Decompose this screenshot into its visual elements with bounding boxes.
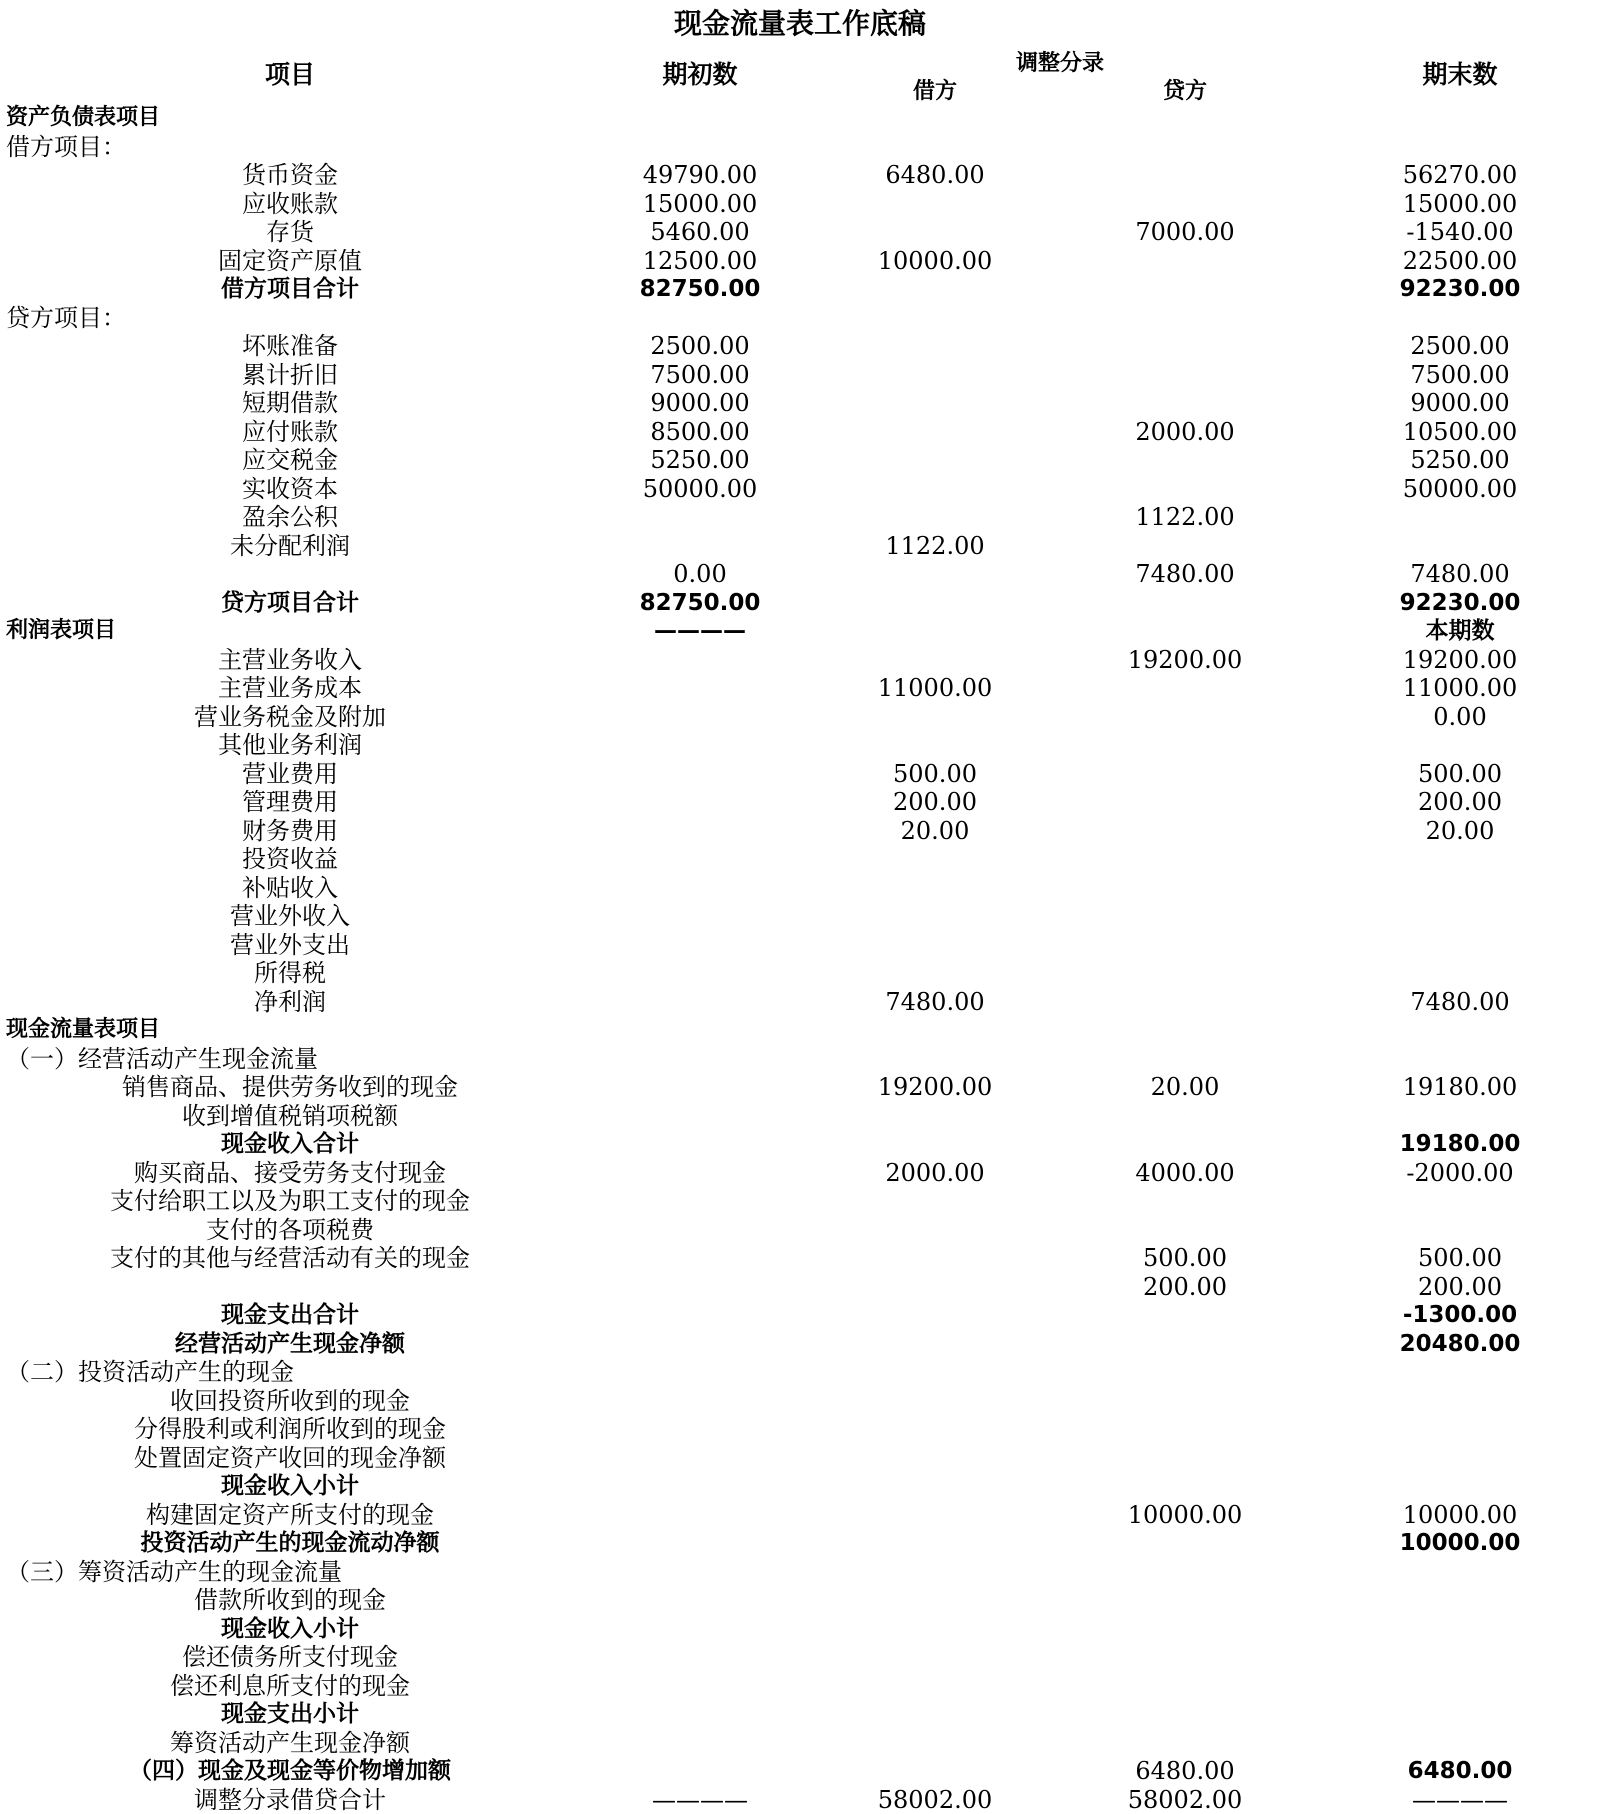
table-row xyxy=(0,1444,1600,1473)
row-credit-value: 10000.00 xyxy=(1085,1501,1285,1530)
row-item-label: 坏账准备 xyxy=(0,332,580,361)
row-credit-value: 4000.00 xyxy=(1085,1159,1285,1188)
row-item-label: 应交税金 xyxy=(0,446,580,475)
row-opening-value: 50000.00 xyxy=(600,475,800,504)
row-closing-value: ———— xyxy=(1360,1786,1560,1814)
table-row xyxy=(0,1273,1600,1302)
row-item-label: 支付的其他与经营活动有关的现金 xyxy=(0,1244,580,1273)
row-item-label: 构建固定资产所支付的现金 xyxy=(0,1501,580,1530)
row-credit-value: 6480.00 xyxy=(1085,1757,1285,1786)
table-row xyxy=(0,931,1600,960)
row-item-label: 经营活动产生现金净额 xyxy=(0,1330,580,1359)
row-item-label: 营业费用 xyxy=(0,760,580,789)
table-row xyxy=(0,1729,1600,1758)
row-closing-value: 10000.00 xyxy=(1360,1501,1560,1530)
row-debit-value: 20.00 xyxy=(835,817,1035,846)
row-item-label: 存货 xyxy=(0,218,580,247)
table-row xyxy=(0,1187,1600,1216)
page-title: 现金流量表工作底稿 xyxy=(0,4,1600,44)
row-debit-value: 58002.00 xyxy=(835,1786,1035,1814)
row-closing-value: 20.00 xyxy=(1360,817,1560,846)
row-closing-value: 92230.00 xyxy=(1360,275,1560,304)
table-row xyxy=(0,1358,1600,1387)
row-debit-value: 2000.00 xyxy=(835,1159,1035,1188)
row-closing-value: 11000.00 xyxy=(1360,674,1560,703)
row-item-label: 现金收入小计 xyxy=(0,1472,580,1501)
row-closing-value: 6480.00 xyxy=(1360,1757,1560,1786)
table-row xyxy=(0,446,1600,475)
row-item-label: 其他业务利润 xyxy=(0,731,580,760)
table-row xyxy=(0,959,1600,988)
row-closing-value: 10500.00 xyxy=(1360,418,1560,447)
row-item-label: 现金支出合计 xyxy=(0,1301,580,1330)
row-item-label: 营业务税金及附加 xyxy=(0,703,580,732)
row-closing-value: 15000.00 xyxy=(1360,190,1560,219)
table-row xyxy=(0,589,1600,618)
table-row xyxy=(0,1330,1600,1359)
table-row xyxy=(0,161,1600,190)
table-row xyxy=(0,247,1600,276)
row-item-label: 借方项目合计 xyxy=(0,275,580,304)
row-item-label: （二）投资活动产生的现金 xyxy=(0,1358,586,1387)
row-credit-value: 2000.00 xyxy=(1085,418,1285,447)
table-row xyxy=(0,1757,1600,1786)
table-row xyxy=(0,1700,1600,1729)
table-row xyxy=(0,1529,1600,1558)
row-credit-value: 58002.00 xyxy=(1085,1786,1285,1814)
table-row xyxy=(0,560,1600,589)
header-closing: 期末数 xyxy=(1360,55,1560,91)
table-row xyxy=(0,1102,1600,1131)
table-row xyxy=(0,190,1600,219)
table-row xyxy=(0,304,1600,333)
row-item-label: 净利润 xyxy=(0,988,580,1017)
header-debit: 借方 xyxy=(835,74,1035,105)
row-credit-value: 1122.00 xyxy=(1085,503,1285,532)
row-item-label: 支付给职工以及为职工支付的现金 xyxy=(0,1187,580,1216)
row-item-label: 购买商品、接受劳务支付现金 xyxy=(0,1159,580,1188)
row-opening-value: 49790.00 xyxy=(600,161,800,190)
row-closing-value: 5250.00 xyxy=(1360,446,1560,475)
row-opening-value: 7500.00 xyxy=(600,361,800,390)
row-item-label: 实收资本 xyxy=(0,475,580,504)
row-closing-value: 500.00 xyxy=(1360,1244,1560,1273)
row-item-label: 利润表项目 xyxy=(0,617,586,646)
row-closing-value: 50000.00 xyxy=(1360,475,1560,504)
table-row xyxy=(0,1472,1600,1501)
row-credit-value: 19200.00 xyxy=(1085,646,1285,675)
row-item-label: （一）经营活动产生现金流量 xyxy=(0,1045,586,1074)
row-debit-value: 500.00 xyxy=(835,760,1035,789)
row-debit-value: 6480.00 xyxy=(835,161,1035,190)
table-row xyxy=(0,1586,1600,1615)
table-row xyxy=(0,988,1600,1017)
table-row xyxy=(0,760,1600,789)
row-credit-value: 7480.00 xyxy=(1085,560,1285,589)
table-row xyxy=(0,332,1600,361)
row-item-label: 分得股利或利润所收到的现金 xyxy=(0,1415,580,1444)
table-row xyxy=(0,1159,1600,1188)
row-closing-value: 7480.00 xyxy=(1360,560,1560,589)
row-item-label: 贷方项目： xyxy=(0,304,586,333)
row-item-label: 资产负债表项目 xyxy=(0,104,586,133)
row-debit-value: 200.00 xyxy=(835,788,1035,817)
table-row xyxy=(0,418,1600,447)
row-debit-value: 7480.00 xyxy=(835,988,1035,1017)
row-item-label: 筹资活动产生现金净额 xyxy=(0,1729,580,1758)
row-item-label: 管理费用 xyxy=(0,788,580,817)
header-credit: 贷方 xyxy=(1085,74,1285,105)
table-row xyxy=(0,1244,1600,1273)
row-item-label: 销售商品、提供劳务收到的现金 xyxy=(0,1073,580,1102)
row-closing-value: 500.00 xyxy=(1360,760,1560,789)
row-item-label: 固定资产原值 xyxy=(0,247,580,276)
header-item: 项目 xyxy=(0,55,580,91)
row-item-label: （三）筹资活动产生的现金流量 xyxy=(0,1558,586,1587)
table-row xyxy=(0,1045,1600,1074)
row-opening-value: 8500.00 xyxy=(600,418,800,447)
row-item-label: 偿还利息所支付的现金 xyxy=(0,1672,580,1701)
row-item-label: 调整分录借贷合计 xyxy=(0,1786,580,1814)
row-opening-value: 12500.00 xyxy=(600,247,800,276)
table-row xyxy=(0,617,1600,646)
table-row xyxy=(0,361,1600,390)
row-item-label: 累计折旧 xyxy=(0,361,580,390)
table-row xyxy=(0,1016,1600,1045)
row-item-label: 现金支出小计 xyxy=(0,1700,580,1729)
row-item-label: 应付账款 xyxy=(0,418,580,447)
row-closing-value: 19200.00 xyxy=(1360,646,1560,675)
row-item-label: 处置固定资产收回的现金净额 xyxy=(0,1444,580,1473)
row-closing-value: 本期数 xyxy=(1360,617,1560,646)
row-item-label: 盈余公积 xyxy=(0,503,580,532)
row-closing-value: 200.00 xyxy=(1360,1273,1560,1302)
row-opening-value: 0.00 xyxy=(600,560,800,589)
table-row xyxy=(0,674,1600,703)
row-item-label: 货币资金 xyxy=(0,161,580,190)
row-debit-value: 11000.00 xyxy=(835,674,1035,703)
row-closing-value: 20480.00 xyxy=(1360,1330,1560,1359)
row-opening-value: 5460.00 xyxy=(600,218,800,247)
table-row xyxy=(0,503,1600,532)
row-opening-value: 9000.00 xyxy=(600,389,800,418)
row-item-label: 贷方项目合计 xyxy=(0,589,580,618)
row-item-label: 投资收益 xyxy=(0,845,580,874)
row-item-label: 补贴收入 xyxy=(0,874,580,903)
row-debit-value: 10000.00 xyxy=(835,247,1035,276)
row-opening-value: 15000.00 xyxy=(600,190,800,219)
row-item-label: 短期借款 xyxy=(0,389,580,418)
table-row xyxy=(0,731,1600,760)
row-closing-value: 7500.00 xyxy=(1360,361,1560,390)
row-item-label: 主营业务成本 xyxy=(0,674,580,703)
table-row xyxy=(0,703,1600,732)
row-credit-value: 20.00 xyxy=(1085,1073,1285,1102)
table-row xyxy=(0,1501,1600,1530)
table-row xyxy=(0,1643,1600,1672)
table-row xyxy=(0,788,1600,817)
table-row xyxy=(0,1130,1600,1159)
row-opening-value: ———— xyxy=(600,617,800,646)
row-opening-value: 2500.00 xyxy=(600,332,800,361)
row-item-label: 借方项目： xyxy=(0,133,586,162)
row-item-label: 财务费用 xyxy=(0,817,580,846)
row-closing-value: 200.00 xyxy=(1360,788,1560,817)
row-closing-value: 19180.00 xyxy=(1360,1130,1560,1159)
row-item-label: 营业外收入 xyxy=(0,902,580,931)
row-closing-value: 7480.00 xyxy=(1360,988,1560,1017)
table-row xyxy=(0,133,1600,162)
row-closing-value: 0.00 xyxy=(1360,703,1560,732)
table-row xyxy=(0,1073,1600,1102)
row-item-label: 营业外支出 xyxy=(0,931,580,960)
table-row xyxy=(0,1387,1600,1416)
row-item-label: 应收账款 xyxy=(0,190,580,219)
row-item-label: 支付的各项税费 xyxy=(0,1216,580,1245)
row-opening-value: 82750.00 xyxy=(600,589,800,618)
table-row xyxy=(0,874,1600,903)
row-closing-value: 9000.00 xyxy=(1360,389,1560,418)
table-row xyxy=(0,275,1600,304)
header-adjust: 调整分录 xyxy=(935,46,1185,77)
row-closing-value: 10000.00 xyxy=(1360,1529,1560,1558)
row-item-label: 投资活动产生的现金流动净额 xyxy=(0,1529,580,1558)
row-item-label: 现金流量表项目 xyxy=(0,1016,586,1045)
table-row xyxy=(0,1216,1600,1245)
row-item-label: （四）现金及现金等价物增加额 xyxy=(0,1757,580,1786)
row-item-label: 收回投资所收到的现金 xyxy=(0,1387,580,1416)
row-closing-value: 2500.00 xyxy=(1360,332,1560,361)
row-closing-value: -1540.00 xyxy=(1360,218,1560,247)
row-credit-value: 200.00 xyxy=(1085,1273,1285,1302)
row-opening-value: ———— xyxy=(600,1786,800,1814)
row-item-label: 现金收入小计 xyxy=(0,1615,580,1644)
table-row xyxy=(0,1786,1600,1814)
table-row xyxy=(0,104,1600,133)
row-item-label: 主营业务收入 xyxy=(0,646,580,675)
row-item-label: 所得税 xyxy=(0,959,580,988)
table-row xyxy=(0,1301,1600,1330)
row-item-label: 偿还债务所支付现金 xyxy=(0,1643,580,1672)
row-closing-value: 56270.00 xyxy=(1360,161,1560,190)
row-item-label: 借款所收到的现金 xyxy=(0,1586,580,1615)
row-closing-value: 92230.00 xyxy=(1360,589,1560,618)
row-closing-value: -2000.00 xyxy=(1360,1159,1560,1188)
row-debit-value: 1122.00 xyxy=(835,532,1035,561)
table-row xyxy=(0,475,1600,504)
row-item-label: 收到增值税销项税额 xyxy=(0,1102,580,1131)
table-row xyxy=(0,389,1600,418)
row-item-label: 未分配利润 xyxy=(0,532,580,561)
table-row xyxy=(0,1558,1600,1587)
table-row xyxy=(0,817,1600,846)
row-credit-value: 7000.00 xyxy=(1085,218,1285,247)
table-row xyxy=(0,902,1600,931)
row-credit-value: 500.00 xyxy=(1085,1244,1285,1273)
table-row xyxy=(0,1615,1600,1644)
table-row xyxy=(0,646,1600,675)
table-row xyxy=(0,1672,1600,1701)
row-opening-value: 82750.00 xyxy=(600,275,800,304)
row-closing-value: 22500.00 xyxy=(1360,247,1560,276)
table-row xyxy=(0,1415,1600,1444)
row-debit-value: 19200.00 xyxy=(835,1073,1035,1102)
row-opening-value: 5250.00 xyxy=(600,446,800,475)
table-row xyxy=(0,845,1600,874)
row-item-label: 现金收入合计 xyxy=(0,1130,580,1159)
row-closing-value: -1300.00 xyxy=(1360,1301,1560,1330)
row-closing-value: 19180.00 xyxy=(1360,1073,1560,1102)
table-row xyxy=(0,532,1600,561)
header-opening: 期初数 xyxy=(600,55,800,91)
table-row xyxy=(0,218,1600,247)
